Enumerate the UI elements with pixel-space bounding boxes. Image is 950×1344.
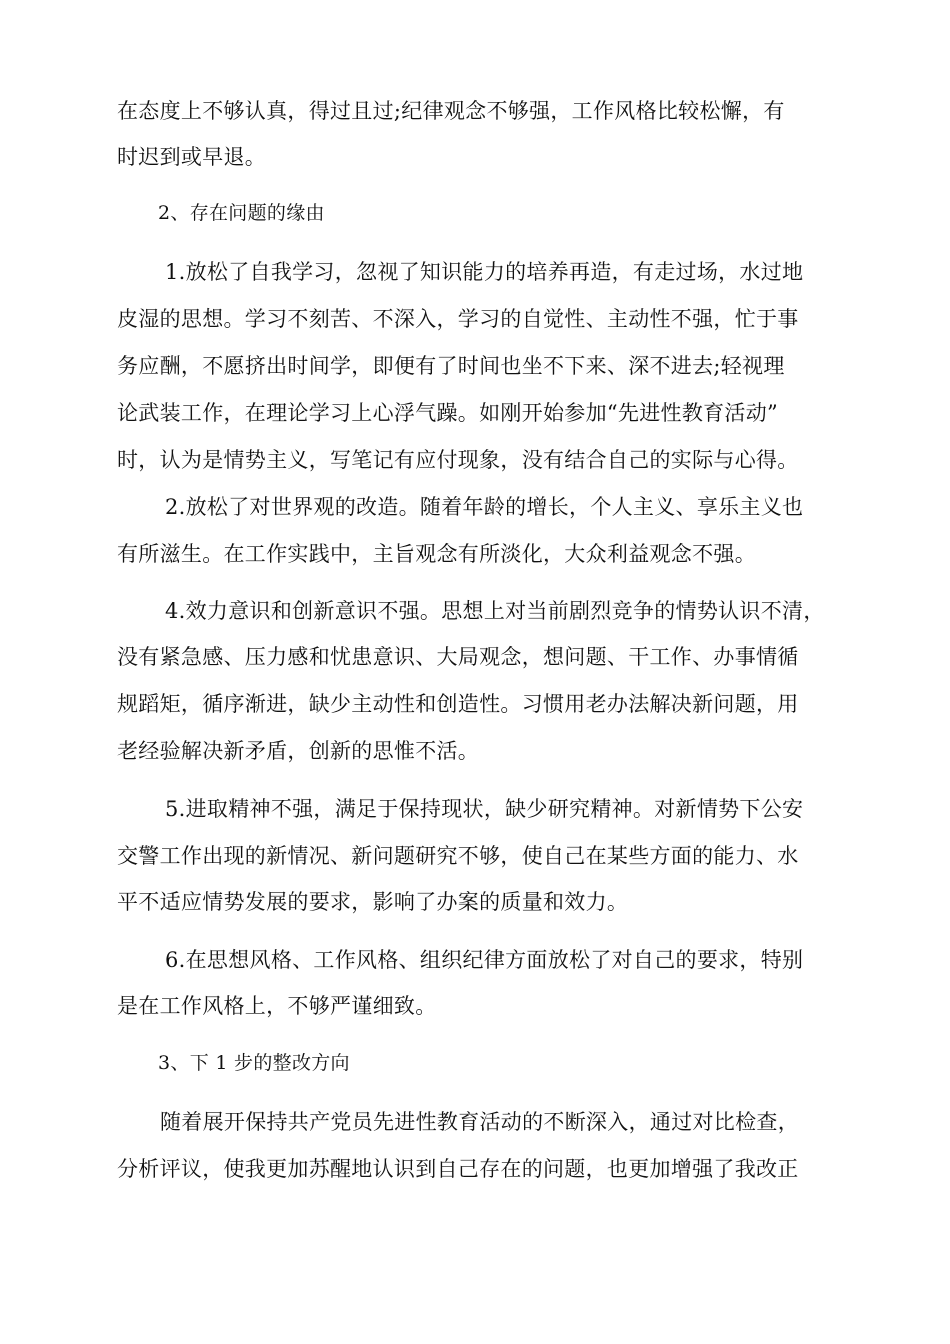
text-line: 时迟到或早退。 xyxy=(117,145,267,169)
text-line: 皮湿的思想。学习不刻苦、不深入，学习的自觉性、主动性不强，忙于事 xyxy=(117,307,799,331)
text-line: 4.效力意识和创新意识不强。思想上对当前剧烈竞争的情势认识不清， xyxy=(165,599,825,623)
section-heading: 2、存在问题的缘由 xyxy=(158,202,325,224)
text-line: 2.放松了对世界观的改造。随着年龄的增长，个人主义、享乐主义也 xyxy=(165,495,804,519)
text-line: 老经验解决新矛盾，创新的思惟不活。 xyxy=(117,739,480,763)
text-line: 5.进取精神不强，满足于保持现状，缺少研究精神。对新情势下公安 xyxy=(165,797,804,821)
text-line: 有所滋生。在工作实践中，主旨观念有所淡化，大众利益观念不强。 xyxy=(117,542,756,566)
section-heading: 3、下 1 步的整改方向 xyxy=(158,1052,350,1074)
text-line: 务应酬，不愿挤出时间学，即便有了时间也坐不下来、深不进去;轻视理 xyxy=(117,354,785,378)
text-line: 6.在思想风格、工作风格、组织纪律方面放松了对自己的要求，特别 xyxy=(165,948,804,972)
text-line: 平不适应情势发展的要求，影响了办案的质量和效力。 xyxy=(117,890,629,914)
text-line: 分析评议，使我更加苏醒地认识到自己存在的问题，也更加增强了我改正 xyxy=(117,1157,799,1181)
text-line: 随着展开保持共产党员先进性教育活动的不断深入，通过对比检查， xyxy=(160,1110,799,1134)
text-line: 规蹈矩，循序渐进，缺少主动性和创造性。习惯用老办法解决新问题，用 xyxy=(117,692,799,716)
text-line: 1.放松了自我学习，忽视了知识能力的培养再造，有走过场，水过地 xyxy=(165,260,804,284)
text-line: 在态度上不够认真，得过且过;纪律观念不够强，工作风格比较松懈，有 xyxy=(117,99,785,123)
text-line: 时，认为是情势主义，写笔记有应付现象，没有结合自己的实际与心得。 xyxy=(117,448,799,472)
text-line: 论武装工作，在理论学习上心浮气躁。如刚开始参加“先进性教育活动” xyxy=(117,401,779,425)
text-line: 交警工作出现的新情况、新问题研究不够，使自己在某些方面的能力、水 xyxy=(117,844,799,868)
text-line: 没有紧急感、压力感和忧患意识、大局观念，想问题、干工作、办事情循 xyxy=(117,645,799,669)
text-line: 是在工作风格上，不够严谨细致。 xyxy=(117,994,437,1018)
